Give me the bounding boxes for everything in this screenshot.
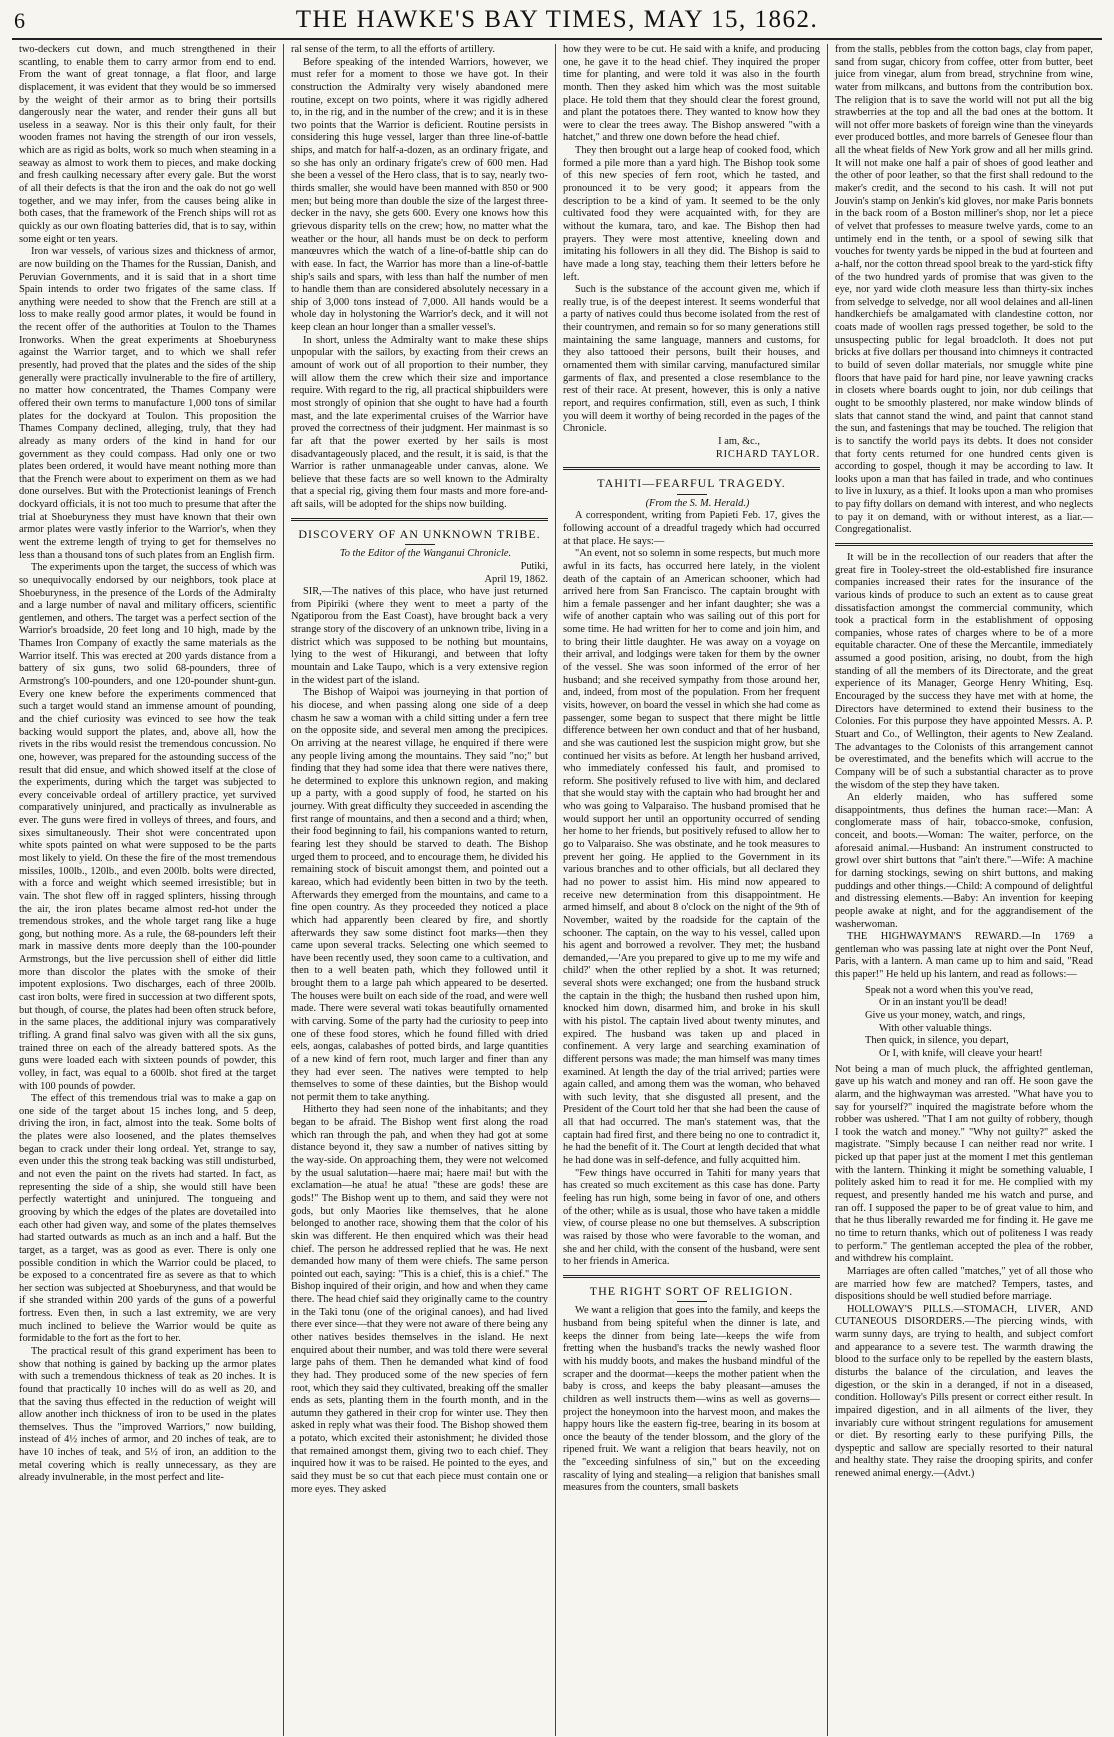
article-paragraph: Such is the substance of the account given me, which if really true, is of the deepest interest. It seems wonderful that a party of natives could thus become isolated from the rest of their countrymen, and remain so for so many generations still maintaining the same language, manners and customs, for they also tattooed their persons, built their houses, and ornamented them with similar carving, manufactured similar garments of flax, and presented a close resemblance to the rest of their race. At present, however, this is only a native report, and requires confirmation, still, even as such, I think you will deem it worthy of being recorded in the pages of the Chronicle. [563,284,820,435]
article-paragraph: HOLLOWAY'S PILLS.—STOMACH, LIVER, AND CUTANEOUS DISORDERS.—The piercing winds, with warm sunny days, are trying to health, and subject comfort and appearance to a severe test. The warmth drawing the blood to the surface only to be repelled by the eastern blasts, disturbs the balance of the circulation, and leaves the digestion, or the skin in a deranged, if not in a diseased, condition. Holloway's Pills present or correct either result. In impaired digestion, and in all ailments of the liver, they invariably cure without stringent regulations for amusement or diet. By resorting early to these purifying Pills, the dyspeptic and sallow are specially resorted to their natural and healthy state. They raise the drooping spirits, and confer renewed animal energy.—(Advt.) [835,1303,1093,1480]
article-paragraph: The experiments upon the target, the success of which was so unequivocally endorsed by our neighbors, took place at Shoeburyness, in the presence of the Lords of the Admiralty and a large number of naval and military officers, scientific gentlemen, and others. The target was a perfect section of the Warrior's broadside, 20 feet long and 10 high, made by the Thames Iron Company of exactly the same materials as the Warrior itself. This was erected at 200 yards distance from a battery of six guns, two solid 68-pounders, three of Armstrong's 100-pounders, and one 120-pounder shunt-gun. Every one knew before the experiments commenced that such a target would stand an immense amount of pounding, and the chief curiosity was evinced to see how the teak backing would support the plates, and, above all, how the rivets in the ribs would resist the tremendous concussion. No one, however, was prepared for the astounding success of the result that did ensue, and which showed itself at the close of the experiments, during which the target was subjected to every conceivable ordeal of artillery practice, yet survived comparatively uninjured, and practically as invulnerable as ever. The guns were fired in volleys of threes, and fours, and sixes simultaneously. Their shot were concentrated upon white spots painted on what were supposed to be the parts most likely to yield. On these the fire of the most tremendous missiles, 100lb., 120lb., and even 200lb. bolts were directed, with a force and weight which seemed irresistible; but in vain. The shot flew off in ragged splinters, hissing through the air, the iron plates became almost red-hot under the tremendous strokes, and the whole target rang like a huge gong, but nothing more. As a rule, the 68-pounders left their mark in massive dents more deeply than the 100-pounder Armstrongs, but the live percussion shell of either did little more than discolor the plates with the smoke of their impotent explosions. Two discharges, each of three 200lb. cast iron bolts, were fired in succession at two different spots, but though, of course, the plates had been often struck before, in the same places, the additional injury was comparatively trifling. A grand final salvo was given with all the six guns, trained three on each of the already battered spots. As the guns were loaded each with sixteen pounds of powder, this volley, in fact, was equal to a 600lb. shot fired at the target with 100 pounds of powder. [19,562,276,1092]
article-paragraph: THE HIGHWAYMAN'S REWARD.—In 1769 a gentleman who was passing late at night over the Pont Neuf, Paris, with a lantern. A man came up to him and said, "Read this paper!" He held up his lantern, and read as follows:— [835,931,1093,981]
letter-date: April 19, 1862. [484,573,548,585]
section-divider [563,1275,820,1278]
newspaper-title: THE HAWKE'S BAY TIMES, MAY 15, 1862. [295,6,819,33]
article-paragraph: The practical result of this grand experiment has been to show that nothing is gained by backing up the armor plates with such a tremendous thickness of teak as 20 inches. It is found that practically 10 inches will do as well as 20, and that the saving thus effected in the reduction of weight will allow another inch thickness of iron to be used in the plates themselves. Thus the "improved Warriors," now building, instead of 4½ inches of armor, and 20 inches of teak, are to have 10 inches of teak, and 5½ of iron, an addition to the metal covering which is really unnecessary, as they are already invulnerable, in the most perfect and lite- [19,1345,276,1484]
article-paragraph: Hitherto they had seen none of the inhabitants; and they began to be afraid. The Bishop went first along the road which ran through the pah, and when they had got at some distance beyond it, they saw a number of natives sitting by the way-side. On approaching them, they were not welcomed by the usual salutation—haere mai; haere mai! but with the exclamation—he atua! he atua! "these are gods! these are gods!" The Bishop went up to them, and said they were not gods, but only Maories like themselves, that he alone belonged to another race, showing them that the color of his skin was different. He then enquired which was their head chief. The person he addressed replied that he was. He next demanded how many of them were chiefs. The same person pointed out each, saying: "This is a chief, this is a chief." The Bishop inquired of their origin, and how and when they came there. The head chief said they originally came to the country in the Taki tonu (one of the original canoes), and had lived there ever since—that they were not aware of there being any other natives besides themselves in the island. He next enquired about their number, and was told there were several large pahs of them. Then he demanded what kind of food they had. They produced some of the new species of fern root, which they said they cultivated, breaking off the smaller ends as sets, planting them in the fourth month, and in the autumn they gathered in their crop for winter use. They then asked in reply what was their food. The Bishop showed them a potato, which excited their astonishment; he divided those that remained amongst them, giving two to each chief. They inquired how it was to be raised. He pointed to the eyes, and said they must be so cut that each piece must contain one or more eyes. They asked [291,1104,548,1495]
heading-rule [677,1301,707,1302]
article-heading-tahiti: TAHITI—FEARFUL TRAGEDY. [597,476,786,491]
article-paragraph: Before speaking of the intended Warriors, however, we must refer for a moment to those we have got. In their construction the Admiralty very wisely abandoned mere routine, except on two points, where it was rigidly adhered to, in the rig, and in the number of the crew; and it is in these two points that the Warrior is deficient. Routine persists in considering this huge vessel, larger than three line-of-battle ships, and match for half-a-dozen, as an ordinary frigate, and so she has only an ordinary frigate's crew of 600 men. Had she been a vessel of the Hero class, that is to say, nearly two-thirds smaller, she would have been manned with 850 or 900 men; but being more than double the size of the largest three-decker in the navy, she gets 600. Every one knows how this grievous disparity tells on the crew; how, no matter what the weather or the hour, all hands must be on deck to perform manœuvres which the watch of a line-of-battle ship can do with ease. In fact, the Warrior has more than a line-of-battle ship's sails and spars, with less than half the number of men to handle them than are considered absolutely necessary in a ship of 3,000 tons instead of 7,000. All hands would be a whole day in holystoning the Warrior's deck, and it will not keep clean an hour longer than a smaller vessel's. [291,56,548,334]
verse-line: Or in an instant you'll be dead! [879,997,1008,1009]
article-heading-discovery: DISCOVERY OF AN UNKNOWN TRIBE. [298,526,541,541]
masthead [12,4,1102,40]
column-4 [828,44,1100,1736]
verse-line: Then quick, in silence, you depart, [865,1035,1009,1047]
column-1 [12,44,284,1736]
article-paragraph: how they were to be cut. He said with a knife, and producing one, he gave it to the head chief. They inquired the proper time for planting, and were told it was also in the fourth month. Then they asked him which was the most suitable place. He told them that they should clear the forest ground, and plant the potatoes there. They wanted to know how they were to clear the trees away. The Bishop answered "with a hatchet," and threw one down before the head chief. [563,44,820,144]
letter-closing: I am, &c., [718,435,760,447]
section-divider [835,543,1093,546]
article-paragraph: A correspondent, writing from Papieti Feb. 17, gives the following account of a dreadful tragedy which had occurred at that place. He says:— [563,510,820,547]
article-paragraph: ral sense of the term, to all the efforts of artillery. [291,44,495,55]
article-paragraph: It will be in the recollection of our readers that after the great fire in Tooley-street the old-established fire insurance companies increased their rates for the insurance of the various kinds of produce to such an extent as to cause great dissatisfaction amongst the commercial community, which took a practical form in the establishment of opposing companies, whose rates of charges where to be of a more equitable character. One of these the Mercantile, immediately assumed a good position, arising, no doubt, from the high standing of all the members of its Directorate, and the great experience of its Manager, George Henry Whiting, Esq. Encouraged by the success they have met with at home, the Directors have determined to extend their business to the Colonies. For this purpose they have appointed Messrs. A. P. Stuart and Co., of Wellington, their agents to New Zealand. The advantages to the Colonists of this arrangement cannot be overestimated, and the benefits which will accrue to the Company will be of such a substantial character as to prove the wisdom of the step they have taken. [835,551,1093,791]
article-paragraph: The Bishop of Waipoi was journeying in that portion of his diocese, and when passing along one side of a deep chasm he saw a woman with a child sitting under a fern tree on the opposite side, and several men among the precipices. On arriving at the nearest village, he enquired if there were any people living among the mountains. They said "no;" but finding that they had some idea that there were natives there, he determined to explore this unknown region, and making up a party, with a good supply of food, he started on his journey. With great difficulty they succeeded in ascending the first range of mountains, and then a second and a third; when, their food beginning to fail, his companions wanted to return, fearing lest they should be starved to death. The Bishop urged them to proceed, and to encourage them, he divided his remaining stock of biscuit amongst them, and pointed out a kareao, which had evidently been bitten in two by the teeth. Afterwards they emerged from the mountains, and came to a fine open country. As they proceeded they noticed a place which had apparently been cleared by fire, and shortly afterwards they saw some distinct foot marks—then they came upon several tracks. Selecting one which seemed to have been recently used, they soon came to a cultivation, and then to a well beaten path, which they followed until it brought them to a large pah which appeared to be deserted. The houses were built on each side of the road, and were well made. There were several wati tokas beautifully ornamented with carving. Some of the party had the curiosity to peep into one of these food stores, which he found filled with dried eels, aongas, calabashes of potted birds, and large quantities of a new kind of fern root, much larger and finer than any they had ever seen. The natives were tempted to help themselves to some of these dainties, but the Bishop would not permit them to take anything. [291,687,548,1103]
article-paragraph: Iron war vessels, of various sizes and thickness of armor, are now building on the Thames for the Russian, Danish, and Peruvian Governments, and it is said that in a short time Spain intends to order two frigates of the same class. If anything were needed to show that the French are still at a loss to make really good armor plates, it would be found in the recent offer of the authorities at Toulon to the Thames Ironworks. When the great experiments at Shoeburyness against the Warrior target, and to which we shall refer presently, had proved that the plates and the sides of the ship generally were practically invulnerable to the fire of artillery, no matter how concentrated, the Thames Company were offered their own terms to manufacture 1,000 tons of similar plates for the dockyard at Toulon. This proposition the Thames Company declined, alleging, truly, that they had already as many orders of the kind in hand for our government as they could compass. Had only one or two plates been ordered, it would have meant nothing more than that the French were about to experiment on them as we had done ourselves. But with the Protectionist leanings of French dockyard officials, it is not too much to presume that after the trial at Shoeburyness they must have known that their own armor plates were vastly inferior to the Warrior's, when they went the extreme length of trying to get for themselves no less than a thousand tons of such plates from an English firm. [19,246,276,561]
article-paragraph: The effect of this tremendous trial was to make a gap on one side of the target about 15 inches long, and 5 deep, driving the iron, in fact, almost into the teak. Some bolts of the plates were also loosened, and the plates themselves began to crack under their long ordeal. Yet, strange to say, even under this the strong teak backing was still undisturbed, and not even the paint on the rivets had started. In fact, as representing the side of a ship, she would still have been perfectly watertight and uninjured. The tongueing and grooving by which the edges of the plates are dovetailed into each other had given way, and some of the plates themselves had started outwards as much as an inch and a half. But the target, as a target, was as good as ever. There is only one possible condition in which the Warrior could be placed, to be exposed to a concentrated fire as severe as that to which her section was subjected at Shoeburyness, and that would be if she stranded within 200 yards of the guns of a powerful fortress. Even then, in such a last extremity, we are very much inclined to believe the Warrior would be quite as formidable to the fort as the fort to her. [19,1093,276,1345]
section-divider [563,467,820,470]
heading-rule [405,544,435,545]
heading-rule [677,494,707,495]
article-paragraph: They then brought out a large heap of cooked food, which formed a pile more than a yard high. The Bishop took some of this new species of fern root, which he tasted, and pronounced it to be very good; it appears from the description to be a kind of yam. It seemed to be the only cultivated food they were acquainted with, for they are without the kumara, taro, and kae. The Bishop then had prayers. They were most attentive, kneeling down and imitating his followers in all they did. The Bishop is said to have made a long stay, teaching them their letters before he left. [563,145,820,283]
article-paragraph: In short, unless the Admiralty want to make these ships unpopular with the sailors, by exacting from their crews an amount of work out of all proportion to their number, they will allow them the crew which their size and importance require. With regard to the rig, all practical shipbuilders were most strongly of opinion that she ought to have had a fourth mast, and the late experimental cruises of the Warrior have proved the correctness of their judgment. Her mainmast is so far aft that the power exerted by her sails is most disadvantageously placed, and the result, it is said, is that the Warrior is rather unmanageable under canvas, alone. We believe that these facts are so well known to the Admiralty that a special rig, giving them four masts and more fore-and-aft sails, will be adopted for the ships now building. [291,334,548,511]
section-divider [291,518,548,521]
letter-place: Putiki, [520,560,548,572]
column-3 [556,44,828,1736]
verse-line: Or I, with knife, will cleave your heart! [879,1047,1043,1059]
article-source: (From the S. M. Herald.) [645,497,750,509]
article-paragraph: from the stalls, pebbles from the cotton bags, clay from paper, sand from sugar, chicory from coffee, otter from butter, beet juice from vinegar, alum from bread, strychnine from wine, water from milkcans, and buttons from the contribution box. The religion that is to save the world will not put all the big strawberries at the top and all the bad ones at the bottom. It will not offer more baskets of foreign wine than the vineyards ever produced bottles, and more barrels of Genesee flour than all the wheat fields of New York grow and all her mills grind. It will not make one half a pair of shoes of good leather and the other of poor leather, so that the first shall redound to the maker's credit, and the second to his cash. It will not put Jouvin's stamp on Jenkin's kid gloves, nor make Paris bonnets in the back room of a Boston milliner's shop, nor let a piece of velvet that professes to measure twelve yards, come to an untimely end in the tenth, or a spool of sewing silk that vouches for twenty yards be nipped in the bud at fourteen and a-half, nor the cotton thread spool break to the yard-stick fifty of the two hundred yards of promise that was given to the eye, nor yard wide cloth measure less than thirty-six inches from selvedge to selvedge, nor all wool delaines and all-linen handkerchiefs be amalgamated with clandestine cotton, nor coats made of woollen rags pressed together, be sold to the unsuspecting public for legal broadcloth. It does not put bricks at five dollars per thousand into chimneys it contracted to build of seven dollar materials, nor smuggle white pine floors that have paid for hard pine, nor leave yawning cracks in closets where boards ought to join, nor dub ceilings that ought to be smoothly plastered, nor make window blinds of slats that cannot stand the wind, and paint that cannot stand the sun, and fastenings that may be touched. The religion that is to sanctify the world pays its debts. It does not consider that forty cents returned for one hundred cents given is according to gospel, though it may be according to law. It looks upon a man that has failed in trade, and who continues to live in luxury, as a thief. It looks upon a man who promises to pay fifty dollars on demand with interest, and who neglects to pay it on demand, with or without interest, as a liar.—Congregationalist. [835,44,1093,536]
article-heading-religion: THE RIGHT SORT OF RELIGION. [589,1283,794,1298]
article-paragraph: SIR,—The natives of this place, who have just returned from Pipiriki (where they went to meet a party of the Ngatiporou from the East Coast), have brought back a very strange story of the discovery of an unknown tribe, living in a district which was supposed to be nothing but mountains, lying to the west of Hikurangi, and between that lofty mountain and Lake Taupo, which is a very extensive region in the widest part of the island. [291,586,548,686]
article-paragraph: An elderly maiden, who has suffered some disappointments, thus defines the human race:—Man: A conglomerate mass of hair, tobacco-smoke, confusion, conceit, and boots.—Woman: The waiter, perforce, on the aforesaid animal.—Husband: An instrument constructed to growl over shirt buttons that "ain't there."—Wife: A machine for darning stockings, sewing on shirt buttons, and making puddings and other things.—Child: A compound of delightful and distressing elements.—Baby: An invention for keeping people awake at night, and for the aggrandisement of the washerwoman. [835,792,1093,930]
article-paragraph: two-deckers cut down, and much strengthened in their scantling, to enable them to carry armor from end to end. From the want of great tonnage, a flat floor, and large displacement, it was evident that they would be so immersed by the weight of their armor as to bring their portsills dangerously near the water, and render their guns all but useless in a seaway. Nor is this their only fault, for their wooden frames not having the strength of our iron vessels, which are as rigid as bolts, work so much when steaming in a seaway as almost to work them to pieces, and make docking and fresh caulking necessary after every gale. But the worst of all their defects is that the iron and the oak do not go well together, and we may infer, from the causes being alike in both cases, that the framework of the French ships will rot as quickly as our own floating batteries did, that is to say, within some eight or ten years. [19,44,276,245]
letter-address: To the Editor of the Wanganui Chronicle. [339,548,512,560]
verse-line: Give us your money, watch, and rings, [865,1010,1026,1022]
article-paragraph: We want a religion that goes into the family, and keeps the husband from being spiteful when the dinner is late, and keeps the dinner from being late—keeps the wife from fretting when the husband's tracks the newly washed floor with his muddy boots, and makes the husband mindful of the scraper and the doormat—keeps the mother patient when the baby is cross, and keeps the baby pleasant—amuses the children as well instructs them—wins as well as governs—project the honeymoon into the harvest moon, and makes the happy hours like the eastern fig-tree, bearing in its bosom at once the beauty of the tender blossom, and the glory of the ripened fruit. We want a religion that bears heavily, not on the "exceeding sinfulness of sin," but on the exceeding rascality of lying and stealing—a religion that banishes small measures from the counters, small baskets [563,1305,820,1494]
article-paragraph: Marriages are often called "matches," yet of all those who are married how few are matched? Tempers, tastes, and dispositions should be well studied before marriage. [835,1265,1093,1303]
page-number: 6 [14,8,25,33]
verse-block [835,985,1093,1061]
article-paragraph: "Few things have occurred in Tahiti for many years that has created so much excitement as this case has done. Party feeling has run high, some being in favor of one, and others of the other; while as is usual, those who have taken a middle view, of course please no one but themselves. A subscription was raised by those who were favorable to the woman, and she and her child, with the consent of the husband, were sent to her friends in America. [563,1167,820,1268]
letter-signature: RICHARD TAYLOR. [715,448,820,460]
article-paragraph: "An event, not so solemn in some respects, but much more awful in its facts, has occurred here lately, in the violent death of the captain of an American schooner, which had arrived here from San Francisco. The captain brought with him a female passenger and her infant daughter; she was a wife of another captain who was sailing out of this port for some time. He had written for her to come and join him, and to bring their little daughter. He was away on a voyage on their arrival, and lodgings were taken for them by the owner of the vessel. She was soon informed of the error of her husband; and she received sympathy from those around her, and, indeed, from most of the population. From her frequent visits, however, on board the vessel in which she had come as passenger, some began to suspect that there might be little difference between her own conduct and that of her husband, and she was cautioned lest the suspicion might grow, but she continued her visits as before. At length her husband arrived, who immediately confessed his fault, and promised to reform. She positively refused to live with him, and declared that she would stay with the captain who had brought her and who was going to Valparaiso. The husband promised that he would support her until an opportunity occurred of sending her home to her friends, but positively refused to allow her to go to Valparaiso. She was obstinate, and he took measures to prevent her going. He applied to the Government in its various branches and to other officials, but all declared they had no power to assist him. His mind now appeared to receive new determination from this disappointment. He armed himself, and about 8 o'clock on the night of the 9th of November, waited by the roadside for the captain of the schooner. The captain, on the way to his vessel, called upon his agent and borrowed a revolver. They met; the husband demanded,—'Are you prepared to give up to me my wife and child?' when the other replied by a shot. It was returned; several shots were exchanged; one from the husband struck the captain in the thigh; the husband then rushed upon him, knocked him down, disarmed him, and broke in his skull with his pistol. The captain lived about twenty minutes, and expired. The husband was taken up and placed in confinement. A very large and searching examination of different persons was made; the man himself was many times examined. At length the day of the trial arrived; parties were again called, and among them was the woman, who behaved with such levity, that she disgusted all present, and the President of the Court told her that she had been the cause of all that had occurred. The man's statement was, that the captain had fired first, and there being no one to contradict it, he had the benefit of it. The Court at length decided that what he had done was in self-defence, and fully acquitted him. [563,548,820,1167]
columns [12,44,1102,1736]
verse-line: With other valuable things. [879,1022,992,1034]
article-paragraph: Not being a man of much pluck, the affrighted gentleman, gave up his watch and money and ran off. He soon gave the alarm, and the highwayman was arrested. "What have you to say for yourself?" inquired the magistrate before whom the robber was ushered. "That I am not guilty of robbery, though I took the watch and money." "Why not guilty?" asked the magistrate. "Simply because I can neither read nor write. I picked up that paper just at the moment I met this gentleman with the lantern. Thinking it might be something valuable, I politely asked him to read it for me. He complied with my request, and presently handed me his watch and purse, and ran off. I supposed the paper to be of great value to him, and that he thus liberally rewarded me for finding it. He gave me no time to return thanks, which out of politeness I was ready to perform." The gentleman accepted the plea of the robber, and withdrew his complaint. [835,1063,1093,1265]
verse-line: Speak not a word when this you've read, [865,984,1034,996]
column-2 [284,44,556,1736]
